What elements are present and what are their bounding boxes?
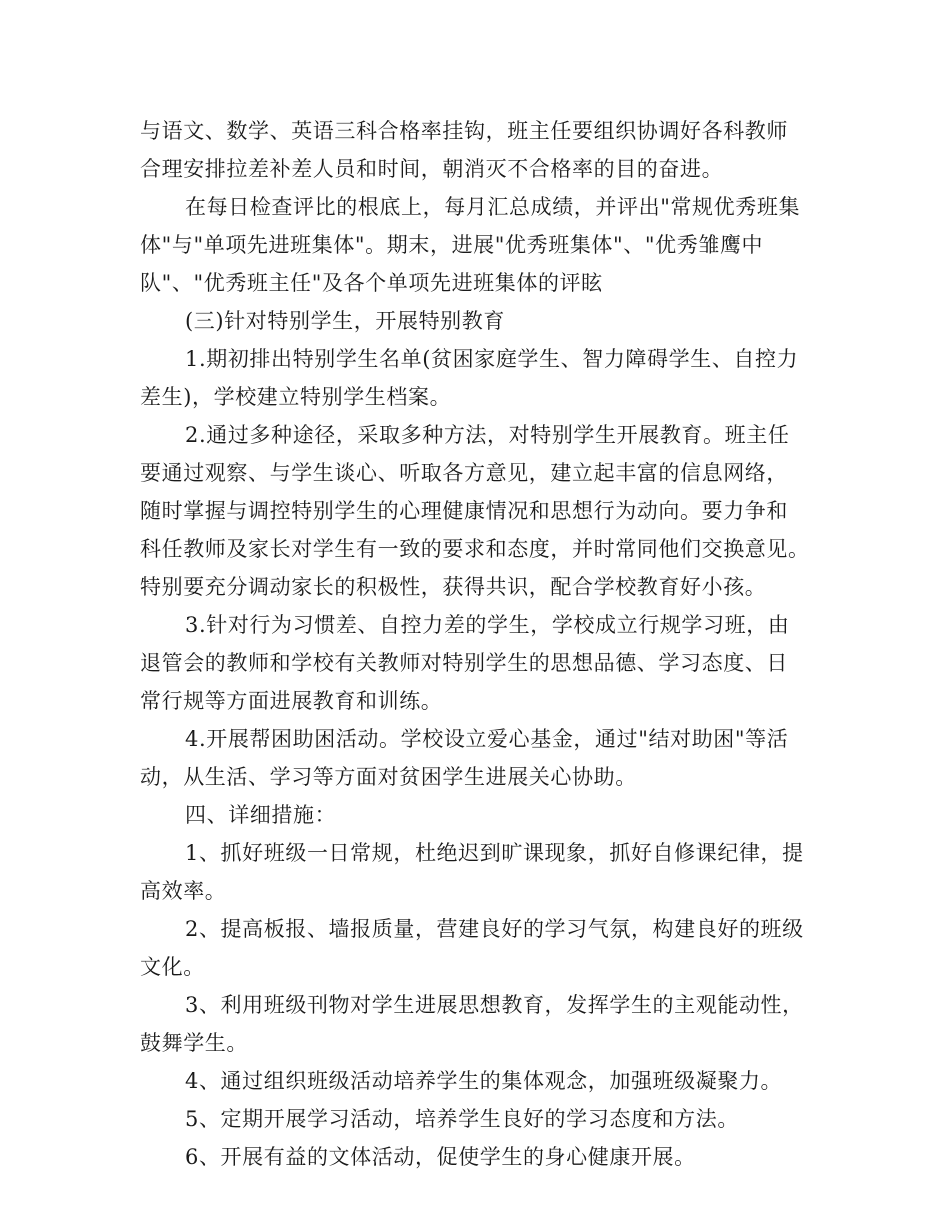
text-line: 4、通过组织班级活动培养学生的集体观念，加强班级凝聚力。	[185, 1069, 783, 1093]
text-line: 与语文、数学、英语三科合格率挂钩，班主任要组织协调好各科教师	[140, 119, 788, 143]
text-line: 3.针对行为习惯差、自控力差的学生，学校成立行规学习班，由	[185, 613, 790, 637]
text-line: 常行规等方面进展教育和训练。	[140, 689, 443, 713]
text-line: (三)针对特别学生，开展特别教育	[185, 309, 505, 333]
text-line: 要通过观察、与学生谈心、听取各方意见，建立起丰富的信息网络，	[140, 461, 788, 485]
text-line: 高效率。	[140, 879, 227, 903]
text-line: 文化。	[140, 955, 205, 979]
text-line: 科任教师及家长对学生有一致的要求和态度，并时常同他们交换意见。	[140, 537, 810, 561]
text-line: 随时掌握与调控特别学生的心理健康情况和思想行为动向。要力争和	[140, 499, 788, 523]
text-line: 6、开展有益的文体活动，促使学生的身心健康开展。	[185, 1145, 696, 1169]
text-line: 2、提高板报、墙报质量，营建良好的学习气氛，构建良好的班级	[185, 917, 804, 941]
text-line: 差生)，学校建立特别学生档案。	[140, 385, 452, 409]
text-line: 1、抓好班级一日常规，杜绝迟到旷课现象，抓好自修课纪律，提	[185, 841, 804, 865]
text-line: 体"与"单项先进班集体"。期末，进展"优秀班集体"、"优秀雏鹰中	[140, 233, 764, 257]
text-line: 特别要充分调动家长的积极性，获得共识，配合学校教育好小孩。	[140, 575, 767, 599]
section-heading: 四、详细措施：	[185, 803, 337, 827]
text-line: 鼓舞学生。	[140, 1031, 248, 1055]
text-line: 动，从生活、学习等方面对贫困学生进展关心协助。	[140, 765, 637, 789]
text-line: 4.开展帮困助困活动。学校设立爱心基金，通过"结对助困"等活	[185, 727, 789, 751]
text-line: 退管会的教师和学校有关教师对特别学生的思想品德、学习态度、日	[140, 651, 788, 675]
text-line: 5、定期开展学习活动，培养学生良好的学习态度和方法。	[185, 1107, 739, 1131]
text-line: 1.期初排出特别学生名单(贫困家庭学生、智力障碍学生、自控力	[185, 347, 799, 371]
text-line: 2.通过多种途径，采取多种方法，对特别学生开展教育。班主任	[185, 423, 790, 447]
text-line: 在每日检查评比的根底上，每月汇总成绩，并评出"常规优秀班集	[185, 195, 801, 219]
text-line: 合理安排拉差补差人员和时间，朝消灭不合格率的目的奋进。	[140, 157, 724, 181]
text-line: 3、利用班级刊物对学生进展思想教育，发挥学生的主观能动性，	[185, 993, 804, 1017]
text-line: 队"、"优秀班主任"及各个单项先进班集体的评眩	[140, 271, 603, 295]
